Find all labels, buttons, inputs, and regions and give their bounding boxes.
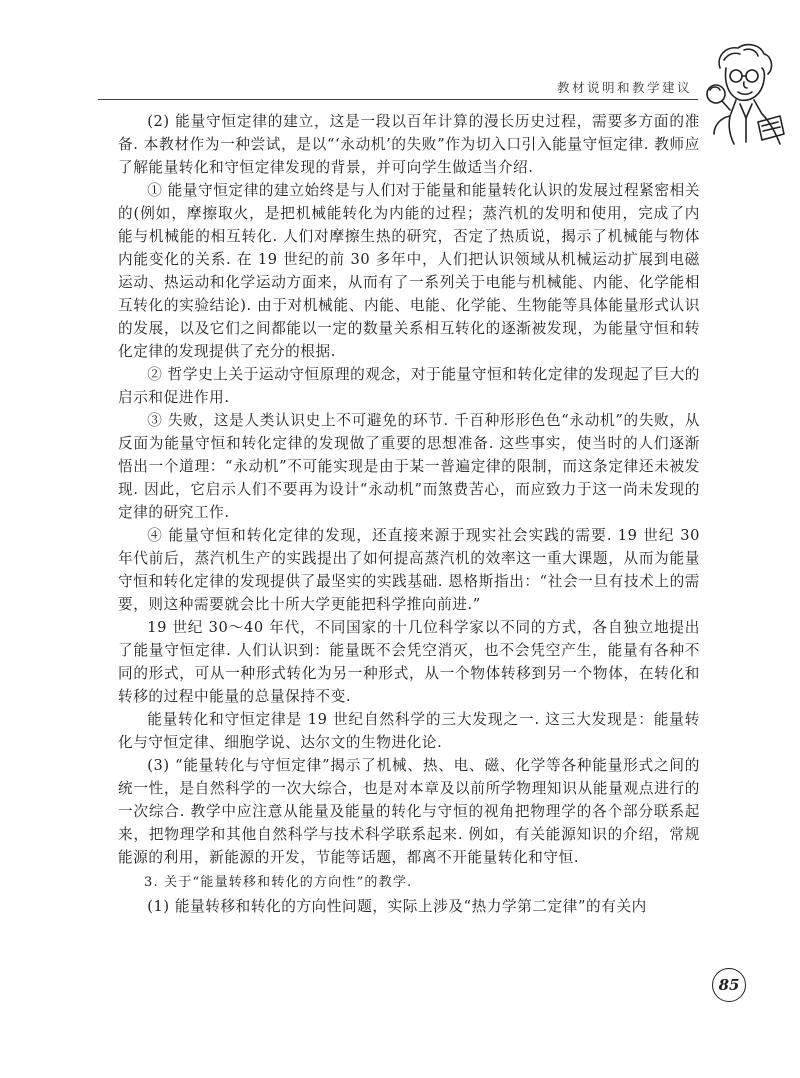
page-number: 85 [718,976,740,994]
paragraph: (1) 能量转移和转化的方向性问题，实际上涉及“热力学第二定律”的有关内 [147,898,647,915]
page-number-badge [712,968,746,1002]
section-heading: 3. 关于“能量转移和转化的方向性”的教学. [144,875,413,890]
reading-scholar-illustration [700,38,790,146]
paragraph: ① 能量守恒定律的建立始终是与人们对于能量和能量转化认识的发展过程紧密相关的(例如，摩擦取火，是把机械能转化为内能的过程；蒸汽机的发明和使用，完成了内能与机械能的相互转化. 人们对摩擦生热的研究，否定了热质说，揭示了机械能与物体内能变化的关系. 在 19 世纪的前 30 多年中，人们把认识领域从机械运动扩展到电磁运动、热运动和化学运动方面来，从而有了一系列关于电能与机械能、内能、化学能相互转化的实验结论). 由于对机械能、内能、电能、化学能、生物能等具体能量形式认识的发展，以及它们之间都能以一定的数量关系相互转化的逐渐被发现，为能量守恒和转化定律的发现提供了充分的根据. [118,182,700,360]
running-header-title: 教材说明和教学建议 [556,80,692,95]
paragraph: ③ 失败，这是人类认识史上不可避免的环节. 千百种形形色色“永动机”的失败，从反面为能量守恒和转化定律的发现做了重要的思想准备. 这些事实，使当时的人们逐渐悟出一个道理：“永动机”不可能实现是由于某一普遍定律的限制，而这条定律还未被发现. 因此，它启示人们不要再为设计“永动机”而煞费苦心，而应致力于这一尚未发现的定律的研究工作. [118,412,700,521]
article-body [118,110,700,918]
header-rule [98,99,698,100]
paragraph: ② 哲学史上关于运动守恒原理的观念，对于能量守恒和转化定律的发现起了巨大的启示和促进作用. [118,366,700,406]
paragraph: 19 世纪 30～40 年代，不同国家的十几位科学家以不同的方式，各自独立地提出了能量守恒定律. 人们认识到：能量既不会凭空消灭，也不会凭空产生，能量有各种不同的形式，可从一种形式转化为另一种形式，从一个物体转移到另一个物体，在转化和转移的过程中能量的总量保持不变. [118,619,700,705]
paragraph: (3) “能量转化与守恒定律”揭示了机械、热、电、磁、化学等各种能量形式之间的统一性，是自然科学的一次大综合，也是对本章及以前所学物理知识从能量观点进行的一次综合. 教学中应注意从能量及能量的转化与守恒的视角把物理学的各个部分联系起来，把物理学和其他自然科学与技术科学联系起来. 例如，有关能源知识的介绍，常规能源的利用，新能源的开发，节能等话题，都离不开能量转化和守恒. [118,757,700,866]
paragraph: 能量转化和守恒定律是 19 世纪自然科学的三大发现之一. 这三大发现是：能量转化与守恒定律、细胞学说、达尔文的生物进化论. [118,711,700,751]
paragraph: ④ 能量守恒和转化定律的发现，还直接来源于现实社会实践的需要. 19 世纪 30 年代前后，蒸汽机生产的实践提出了如何提高蒸汽机的效率这一重大课题，从而为能量守恒和转化定律的发现提供了最坚实的实践基础. 恩格斯指出：“社会一旦有技术上的需要，则这种需要就会比十所大学更能把科学推向前进.” [118,527,700,613]
paragraph: (2) 能量守恒定律的建立，这是一段以百年计算的漫长历史过程，需要多方面的准备. 本教材作为一种尝试，是以“‘永动机’的失败”作为切入口引入能量守恒定律. 教师应了解能量转化和守恒定律发现的背景，并可向学生做适当介绍. [118,113,700,176]
